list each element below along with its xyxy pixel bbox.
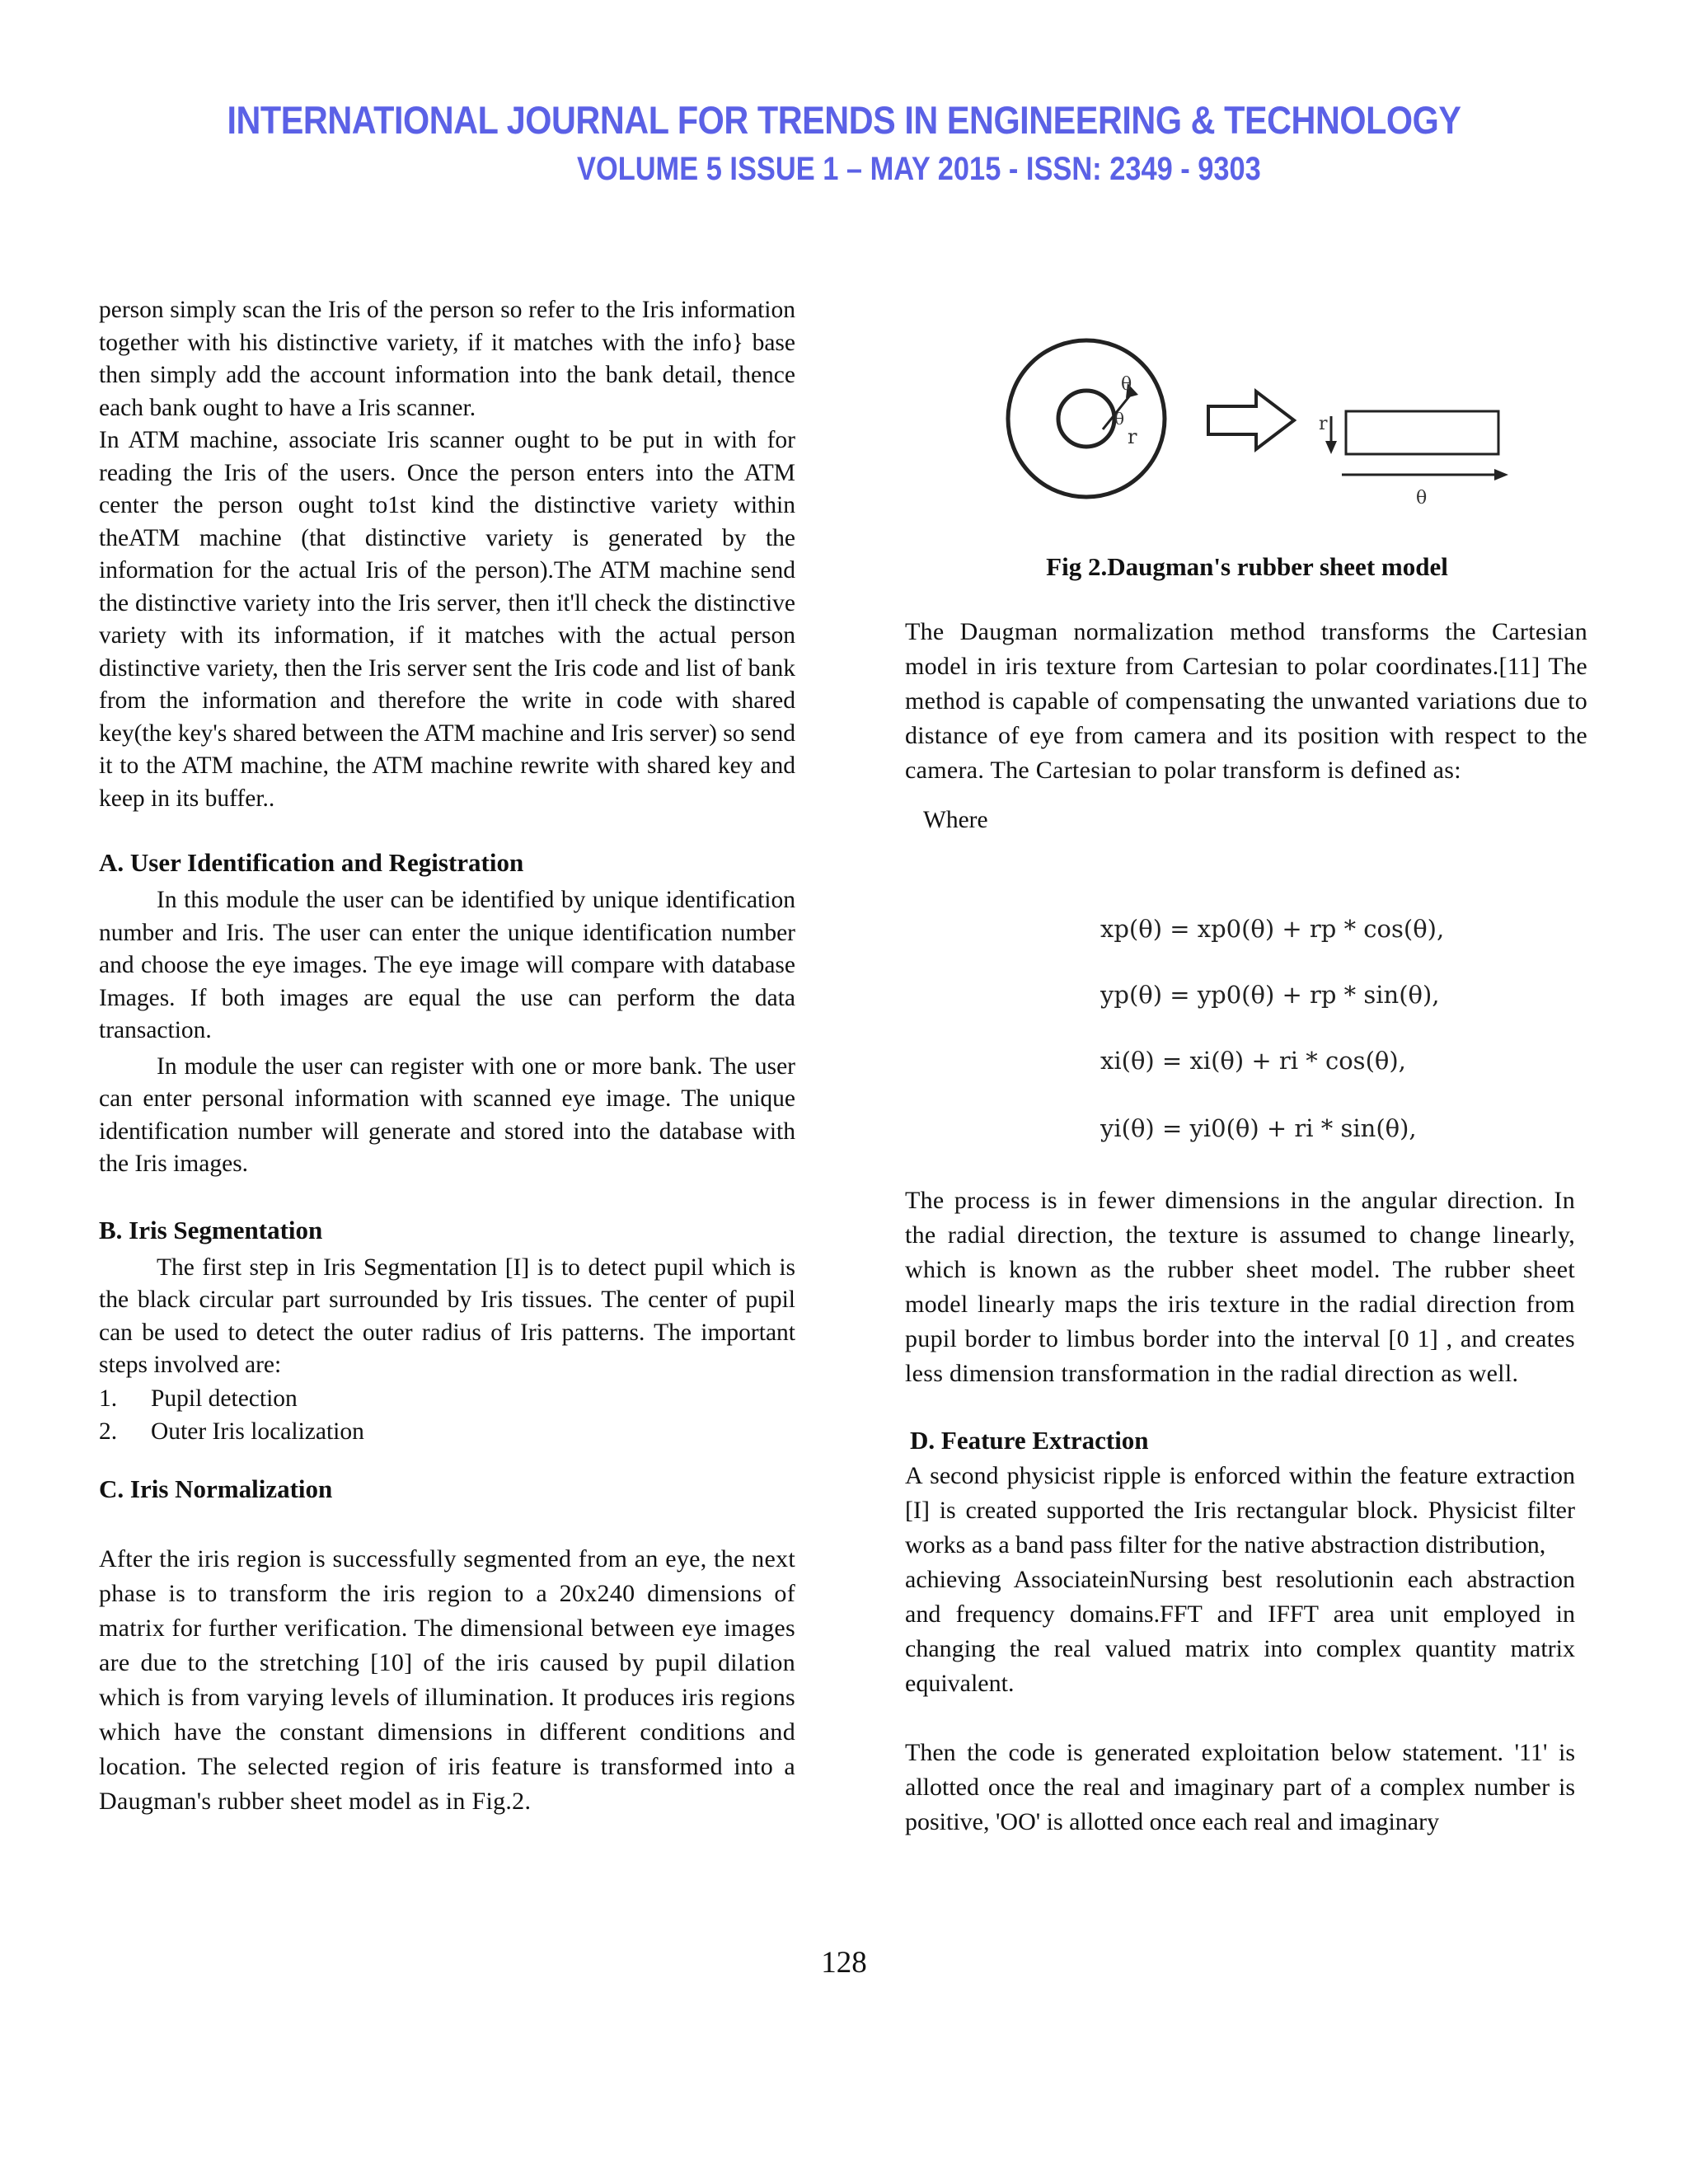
paragraph: In module the user can register with one or more bank. The user can enter personal information with scanned eye image. The unique identification number will generate and stored into the database with the Iris images. [99,1052,795,1177]
paragraph: The Daugman normalization method transforms the Cartesian model in iris texture from Cartesian to polar coordinates.[11] The method is capable of compensating the unwanted variations due to distance of eye from camera and its position with respect to the camera. The Cartesian to polar transform is defined as: [905,618,1587,784]
paragraph: The process is in fewer dimensions in the angular direction. In the radial direction, the texture is assumed to change linearly, which is known as the rubber sheet model. The rubber sheet model linearly maps the iris texture in the radial direction from pupil border to limbus border into the interval [0 1] , and creates less dimension transformation in the radial direction as well. [905,1187,1575,1387]
page-number: 128 [821,1946,867,1980]
radius-label: r [1128,425,1137,448]
where-label: Where [923,807,988,833]
steps-list [99,1382,795,1448]
section-heading-c: C. Iris Normalization [99,1474,333,1503]
paragraph: After the iris region is successfully segmented from an eye, the next phase is to transform the iris region to a 20x240 dimensions of matrix for further verification. The dimensional between eye images are due to the stretching [10] of the iris caused by pupil dilation which is from varying levels of illumination. It produces iris regions which have the constant dimensions in different conditions and location. The selected region of iris feature is transformed into a Daugman's rubber sheet model as in Fig.2. [99,1544,795,1815]
journal-volume: VOLUME 5 ISSUE 1 – MAY 2015 - ISSN: 2349 - 9303 [577,151,1261,187]
section-heading-a: A. User Identification and Registration [99,848,524,877]
list-item: 2. Outer Iris localization [99,1418,364,1445]
rubber-sheet-rect [1346,411,1498,454]
sheet-r-label: r [1319,414,1328,434]
figure-caption-wrap [905,552,1589,582]
right-column-top [905,615,1587,837]
theta-label: θ [1121,374,1132,395]
iris-outer-circle [1008,340,1165,497]
equation-yi: yi(θ) = yi0(θ) + ri * sin(θ), [1100,1114,1417,1142]
pupil-circle [1058,391,1114,447]
left-column [99,294,795,1819]
daugman-figure [996,324,1523,522]
right-column-middle [905,1183,1575,1840]
equation-xp: xp(θ) = xp0(θ) + rp * cos(θ), [1100,915,1445,943]
paragraph: The first step in Iris Segmentation [I] is to detect pupil which is the black circular part surrounded by Iris tissues. The center of pupil can be used to detect the outer radius of Iris patterns. The important steps involved are: [99,1254,795,1378]
equation-yp: yp(θ) = yp0(θ) + rp * sin(θ), [1100,981,1440,1009]
paragraph: person simply scan the Iris of the person so refer to the Iris information together with his distinctive variety, if it matches with the info} base then simply add the account information into the bank detail, thence each bank ought to have a Iris scanner. [99,297,795,421]
section-heading-d: D. Feature Extraction [910,1426,1149,1455]
paragraph: In ATM machine, associate Iris scanner ought to be put in with for reading the Iris of the users. Once the person enters into the ATM center the person ought to1st kind the distinctive variety within theATM machine (that distinctive variety is generated by the information for the actual Iris of the person).The ATM machine send the distinctive variety into the Iris server, then it'll check the distinctive variety with its information, if it matches with the actual person distinctive variety, then the Iris server sent the Iris code and list of bank from the information and therefore the write in code with shared key(the key's shared between the ATM machine and Iris server) so send it to the ATM machine, the ATM machine rewrite with shared key and keep in its buffer.. [99,427,795,812]
figure-caption: Fig 2.Daugman's rubber sheet model [1046,552,1448,581]
paragraph: achieving AssociateinNursing best resolutionin each abstraction and frequency domains.FFT and IFFT area unit employed in changing the real valued matrix into complex quantity matrix equivalent. [905,1566,1575,1697]
equation-xi: xi(θ) = xi(θ) + ri * cos(θ), [1100,1047,1406,1075]
paragraph: Then the code is generated exploitation below statement. '11' is allotted once the real and imaginary part of a complex number is positive, 'OO' is allotted once each real and imaginary [905,1739,1575,1835]
theta-label-small: θ [1114,409,1125,429]
sheet-theta-label: θ [1416,488,1428,509]
paragraph: A second physicist ripple is enforced within the feature extraction [I] is created supported the Iris rectangular block. Physicist filter works as a band pass filter for the native abstraction distribution, [905,1462,1575,1558]
section-heading-b: B. Iris Segmentation [99,1215,323,1244]
list-item: 1. Pupil detection [99,1385,298,1412]
transform-arrow-icon [1208,391,1294,449]
paragraph: In this module the user can be identified by unique identification number and Iris. The user can enter the unique identification number and choose the eye images. The eye image will compare with database Images. If both images are equal the use can perform the data transaction. [99,887,795,1043]
journal-title: INTERNATIONAL JOURNAL FOR TRENDS IN ENGINEERING & TECHNOLOGY [227,98,1461,142]
